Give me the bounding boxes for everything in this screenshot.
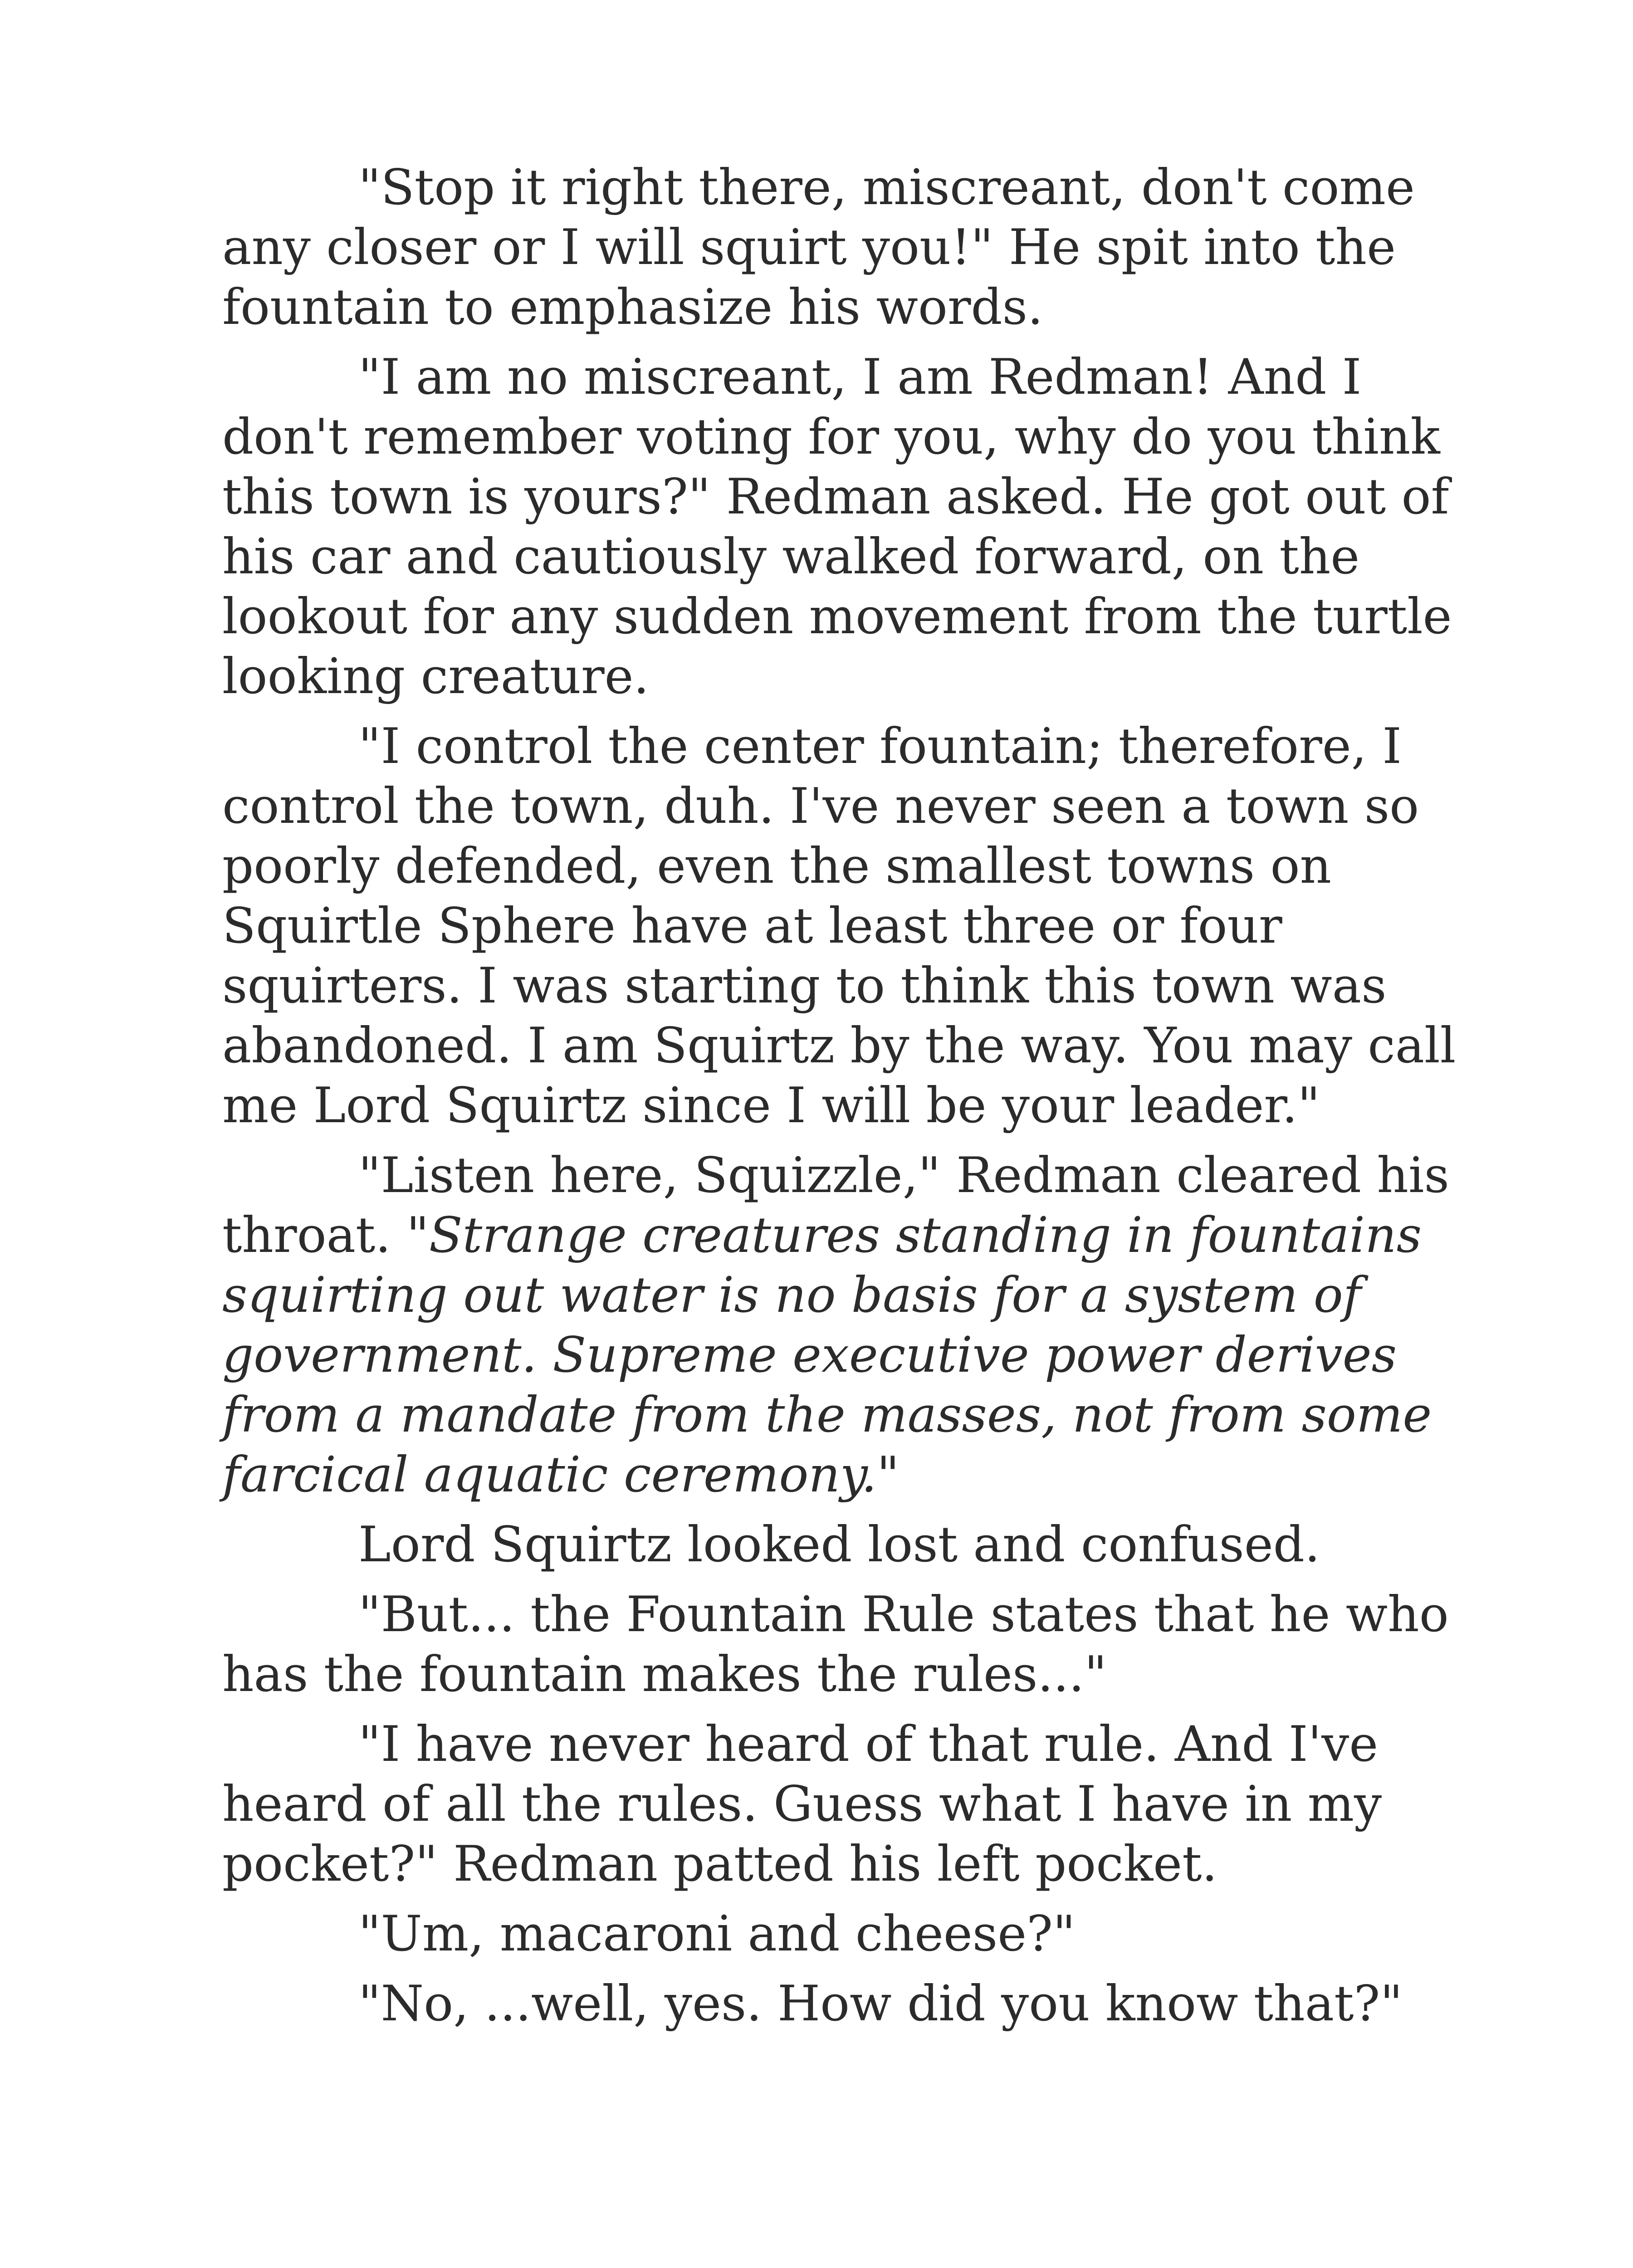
italic-text-segment: Strange creatures standing in fountains squirting out water is no basis for a system of government. Supreme executive power derives from a mandate from the masses, not from some farcical aquatic ceremony.	[222, 1207, 1432, 1503]
paragraph	[222, 1974, 1474, 2034]
text-segment: "But... the Fountain Rule states that he who has the fountain makes the rules..."	[222, 1586, 1449, 1703]
paragraph	[222, 1146, 1474, 1505]
text-segment: Lord Squirtz looked lost and confused.	[358, 1516, 1320, 1573]
text-segment: "	[876, 1447, 900, 1503]
paragraph	[222, 1515, 1474, 1575]
paragraph	[222, 1904, 1474, 1964]
text-segment: "Stop it right there, miscreant, don't come any closer or I will squirt you!" He spit into the fountain to emphasize his words.	[222, 159, 1415, 336]
text-segment: "Listen here, Squizzle," Redman cleared his throat. "	[222, 1147, 1449, 1264]
paragraph	[222, 347, 1474, 707]
paragraph	[222, 158, 1474, 337]
paragraph	[222, 717, 1474, 1136]
text-segment: "Um, macaroni and cheese?"	[358, 1906, 1076, 1962]
text-segment: "I control the center fountain; therefore, I control the town, duh. I've never seen a town so poorly defended, even the smallest towns on Squirtle Sphere have at least three or four squirters. I was starting to think this town was abandoned. I am Squirtz by the way. You may call me Lord Squirtz since I will be your leader."	[222, 718, 1456, 1134]
paragraph	[222, 1715, 1474, 1894]
text-segment: "No, ...well, yes. How did you know that?"	[358, 1975, 1403, 2032]
page-text	[222, 158, 1474, 2044]
text-segment: "I have never heard of that rule. And I've heard of all the rules. Guess what I have in my pocket?" Redman patted his left pocket.	[222, 1716, 1382, 1892]
paragraph	[222, 1585, 1474, 1705]
text-segment: "I am no miscreant, I am Redman! And I don't remember voting for you, why do you think this town is yours?" Redman asked. He got out of his car and cautiously walked forward, on the lookout for any sudden movement from the turtle looking creature.	[222, 349, 1452, 705]
